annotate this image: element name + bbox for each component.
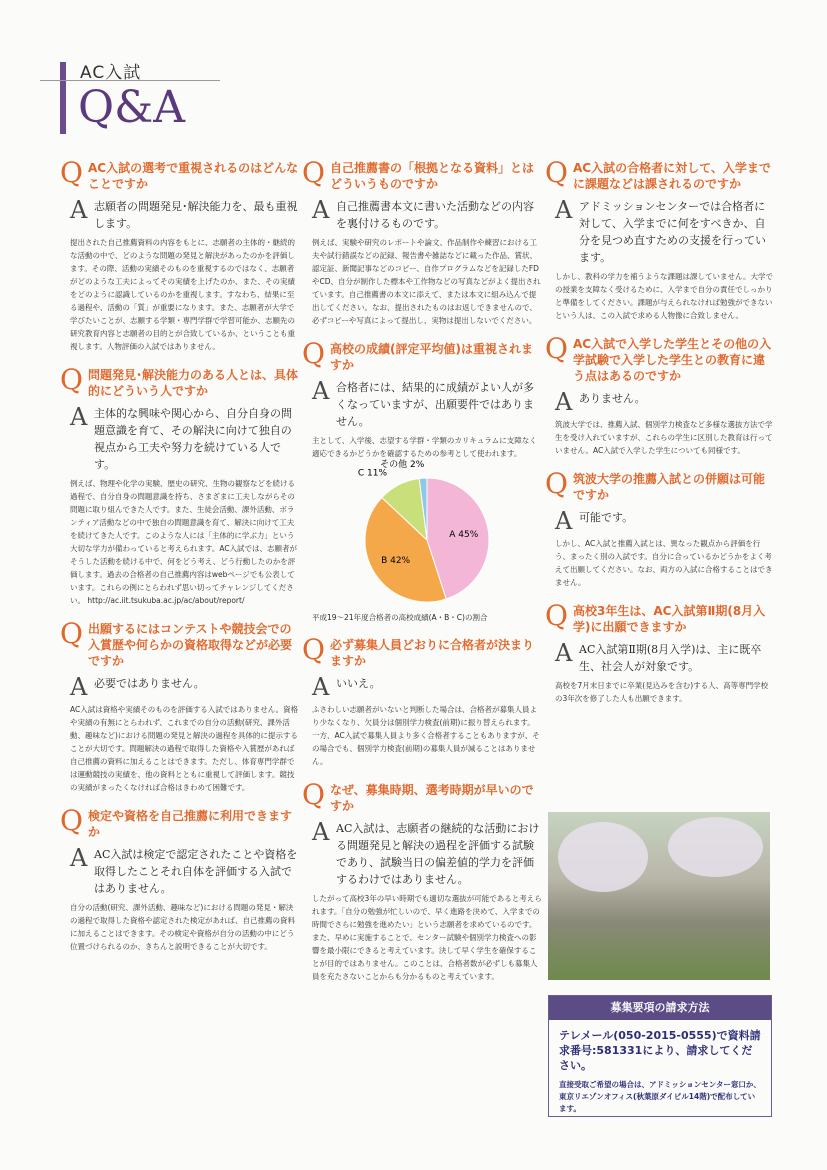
question-mark: Q xyxy=(545,467,568,500)
answer-body: しかし、教科の学力を補うような課題は課していません。大学での授業を支障なく受けるために、入学まで自分の責任でしっかりと準備をしてください。課題が与えられなければ勉強ができないという人は、この入試で求める人物像に合致しません。 xyxy=(555,272,773,320)
pie-label: A 45% xyxy=(449,530,479,541)
answer-mark: A xyxy=(70,844,88,872)
answer xyxy=(312,379,542,430)
question-mark: Q xyxy=(302,633,325,666)
answer-text: 自己推薦書本文に書いた活動などの内容を裏付けるものです。 xyxy=(336,200,534,230)
column-1 xyxy=(60,156,300,967)
answer-text: 志願者の問題発見･解決能力を、最も重視します。 xyxy=(94,200,298,230)
pie-label: その他 2% xyxy=(380,460,425,471)
answer-text: ありません。 xyxy=(579,392,646,405)
question-text: 筑波大学の推薦入試との併願は可能ですか xyxy=(573,472,766,502)
pie-caption: 平成19～21年度合格者の高校成績(A・B・C)の割合 xyxy=(312,613,488,622)
qa-item xyxy=(302,633,542,768)
question-text: なぜ、募集時期、選考時期が早いのですか xyxy=(330,783,534,813)
question xyxy=(302,633,542,669)
question xyxy=(545,332,775,384)
qa-item xyxy=(545,467,775,589)
question-mark: Q xyxy=(545,156,568,189)
answer-mark: A xyxy=(555,639,573,667)
answer-mark: A xyxy=(555,507,573,535)
answer xyxy=(312,198,542,232)
answer-mark: A xyxy=(555,388,573,416)
answer-text: 可能です。 xyxy=(579,511,634,524)
question-mark: Q xyxy=(60,156,83,189)
answer-text: アドミッションセンターでは合格者に対して、入学までに何をすべきか、自分を見つめ直すための支援を行っています。 xyxy=(579,200,766,264)
pie-label: C 11% xyxy=(357,468,388,479)
photo-tree xyxy=(558,822,648,892)
answer-mark: A xyxy=(312,673,330,701)
question-text: 出願するにはコンテストや競技会での入賞歴や何らかの資格取得などが必要ですか xyxy=(88,622,293,668)
question xyxy=(60,804,300,840)
answer-body: 提出された自己推薦資料の内容をもとに、志願者の主体的・継続的な活動の中で、どのような問題の発見と解決があったのかを評価します。その際、活動の実績そのものを重視するのではなく、志願者がどのような工夫によってその実績を上げたのか、また、その実績をどのように認識しているのかを重視します。すなわち、結果に至る過程や、活動の「質」が重要になります。また、志願者が大学で学びたいことが、志願する学類・専門学群で学習可能か、志願先の研究教育内容と志願者の目的とが合致しているか、ということも重視します。人物評価の入試ではありません。 xyxy=(70,238,295,351)
answer-mark: A xyxy=(70,673,88,701)
question-mark: Q xyxy=(302,337,325,370)
qa-item xyxy=(545,332,775,457)
answer-text: 必要ではありません。 xyxy=(94,677,205,690)
qa-item xyxy=(60,617,300,794)
question-text: 検定や資格を自己推薦に利用できますか xyxy=(88,809,293,839)
question xyxy=(60,617,300,669)
question-mark: Q xyxy=(60,617,83,650)
answer xyxy=(555,198,775,266)
answer-mark: A xyxy=(555,196,573,224)
question xyxy=(545,156,775,192)
request-main: テレメール(050-2015-0555)で資料請求番号:581331により、請求してください。 xyxy=(559,1029,761,1072)
page-header xyxy=(60,50,320,140)
question xyxy=(302,337,542,373)
question-text: 必ず募集人員どおりに合格者が決まりますか xyxy=(330,638,535,668)
request-box xyxy=(548,995,772,1117)
answer-text: AC入試は検定で認定されたことや資格を取得したことそれ自体を評価する入試ではありません。 xyxy=(94,848,298,895)
request-note: 直接受取ご希望の場合は、アドミッションセンター窓口か、東京リエゾンオフィス(秋葉原ダイビル14階)で配布しています。 xyxy=(559,1080,761,1113)
answer-mark: A xyxy=(70,403,88,431)
pie-svg xyxy=(312,460,542,608)
header-subtitle: AC入試 xyxy=(80,63,142,83)
qa-item xyxy=(545,156,775,322)
answer xyxy=(70,675,300,699)
answer-body: 例えば、実験や研究のレポートや論文、作品制作や練習における工夫や試行錯誤などの記録、報告書や雑誌などに載った作品、賞状、認定証、新聞記事などのコピー、自作プログラムなどを記録したFDやCD、自分が制作した標本や工作物などの写真などがよく提出されています。自己推薦書の本文に添えて、または本文に組み込んで提出してください。なお、提出されたものはお返しできませんので、必ずコピーや写真によって提出し、実物は提出しないでください。 xyxy=(312,238,541,325)
question-text: AC入試の合格者に対して、入学までに課題などは課されるのですか xyxy=(573,161,771,191)
answer-body: 高校を7月末日までに卒業(見込みを含む)する人、高等専門学校の3年次を修了した人も出願できます。 xyxy=(555,681,769,703)
question-mark: Q xyxy=(302,156,325,189)
answer-mark: A xyxy=(70,196,88,224)
question-mark: Q xyxy=(545,599,568,632)
answer-body: 例えば、物理や化学の実験、歴史の研究、生物の観察などを続ける過程で、自分自身の問題意識を持ち、さまざまに工夫しながらその問題に取り組んできた人です。また、生徒会活動、課外活動、ボランティア活動などの中で独自の問題意識を育て、解決に向けて工夫を続けてきた人です。このような人には「主体的に学ぶ力」という大切な学力が備わっていると考えられます。AC入試では、志願者がそうした活動を続ける中で、何をどう考え、どう行動したのかを評価します。過去の合格者の自己推薦内容はwebページでも公表しています。これらの例にとらわれず思い切ってチャレンジしてください。 http://ac.iit.tsukuba.ac.jp/ac/about/report/ xyxy=(70,479,298,605)
answer-text: AC入試第Ⅱ期(8月入学)は、主に既卒生、社会人が対象です。 xyxy=(579,643,762,673)
question-text: 高校の成績(評定平均値)は重視されますか xyxy=(330,342,533,372)
question-text: 高校3年生は、AC入試第Ⅱ期(8月入学)に出願できますか xyxy=(573,604,766,634)
header-bar xyxy=(60,62,66,134)
campus-photo xyxy=(548,812,770,980)
qa-item xyxy=(545,599,775,705)
question xyxy=(545,599,775,635)
question-mark: Q xyxy=(60,363,83,396)
pie-chart xyxy=(312,460,542,608)
qa-item xyxy=(302,337,542,623)
column-2 xyxy=(302,156,542,997)
answer xyxy=(555,641,775,675)
question xyxy=(302,778,542,814)
question-text: 問題発見･解決能力のある人とは、具体的にどういう人ですか xyxy=(88,368,299,398)
qa-item xyxy=(60,156,300,353)
answer-mark: A xyxy=(312,377,330,405)
answer xyxy=(70,846,300,897)
request-heading: 募集要項の請求方法 xyxy=(549,996,771,1020)
photo-tree xyxy=(668,817,763,877)
question-text: AC入試で入学した学生とその他の入学試験で入学した学生との教育に違う点はあるのですか xyxy=(573,337,772,383)
column-3 xyxy=(545,156,775,719)
question-mark: Q xyxy=(60,804,83,837)
qa-item xyxy=(60,804,300,953)
answer-mark: A xyxy=(312,818,330,846)
page-title: Q&A xyxy=(78,82,186,133)
question xyxy=(60,156,300,192)
qa-item xyxy=(60,363,300,607)
question xyxy=(60,363,300,399)
answer-body: ふさわしい志願者がいないと判断した場合は、合格者が募集人員より少なくなり、欠員分は個別学力検査(前期)に振り替えられます。一方、AC入試で募集人員より多く合格者することもありますが、その場合でも、個別学力検査(前期)の募集人員が減ることはありません。 xyxy=(312,705,540,766)
answer-text: いいえ。 xyxy=(336,677,381,690)
answer xyxy=(312,675,542,699)
answer xyxy=(70,198,300,232)
answer xyxy=(312,820,542,888)
question-text: 自己推薦書の「根拠となる資料」とはどういうものですか xyxy=(330,161,535,191)
answer-body: したがって高校3年の早い時期でも適切な選抜が可能であると考えられます。「自分の勉強が忙しいので、早く進路を決めて、入学までの時間でさらに勉強を進めたい」という志願者を求めているのです。また、早めに実施することで、センター試験や個別学力検査への影響を最小限にできると考えています。決して早く学生を確保することが目的ではありません。このことは、合格者数が必ずしも募集人員を充たさないことからも分かるものと考えています。 xyxy=(312,894,542,981)
answer xyxy=(70,405,300,473)
answer-text: AC入試は、志願者の継続的な活動における問題発見と解決の過程を評価する試験であり、試験当日の偏差値的学力を評価するわけではありません。 xyxy=(336,822,540,886)
qa-item xyxy=(302,778,542,983)
question-text: AC入試の選考で重視されるのはどんなことですか xyxy=(88,161,299,191)
answer-text: 合格者には、結果的に成績がよい人が多くなっていますが、出願要件ではありません。 xyxy=(336,381,534,428)
question xyxy=(302,156,542,192)
question xyxy=(545,467,775,503)
question-mark: Q xyxy=(545,332,568,365)
answer-body: AC入試は資格や実績そのものを評価する入試ではありません。資格や実績の有無にとらわれず、これまでの自分の活動(研究、課外活動、趣味など)における問題の発見と解決の過程を具体的に提示することが大切です。問題解決の過程で取得した資格や入賞歴があれば自己推薦の資料に加えることはできます。ただし、体育専門学群では運動競技の実績を、他の資料とともに重視して評価します。競技の実績がまったくなければ合格はきわめて困難です。 xyxy=(70,705,299,792)
answer-body: しかし、AC入試と推薦入試とは、異なった観点から評価を行う、まったく別の入試です。自分に合っているかどうかをよく考えて出願してください。なお、両方の入試に合格することはできません。 xyxy=(555,539,773,587)
question-mark: Q xyxy=(302,778,325,811)
pie-label: B 42% xyxy=(381,555,411,566)
answer-body: 筑波大学では、推薦入試、個別学力検査など多様な選抜方法で学生を受け入れていますが、これらの学生に区別した教育は行っていません。AC入試で入学した学生についても同様です。 xyxy=(555,420,773,455)
answer-mark: A xyxy=(312,196,330,224)
qa-item xyxy=(302,156,542,327)
answer-body: 自分の活動(研究、課外活動、趣味など)における問題の発見・解決の過程で取得した資格や認定された検定があれば、自己推薦の資料に加えることはできます。その検定や資格が自分の活動の中にどう位置づけられるのか、きちんと説明できることが大切です。 xyxy=(70,903,295,951)
answer xyxy=(555,509,775,533)
answer xyxy=(555,390,775,414)
answer-body: 主として、入学後、志望する学群・学類のカリキュラムに支障なく適応できるかどうかを確認するための参考として使われます。 xyxy=(312,436,537,458)
answer-text: 主体的な興味や関心から、自分自身の問題意識を育て、その解決に向けて独自の視点から工夫や努力を続けている人です。 xyxy=(94,407,292,471)
